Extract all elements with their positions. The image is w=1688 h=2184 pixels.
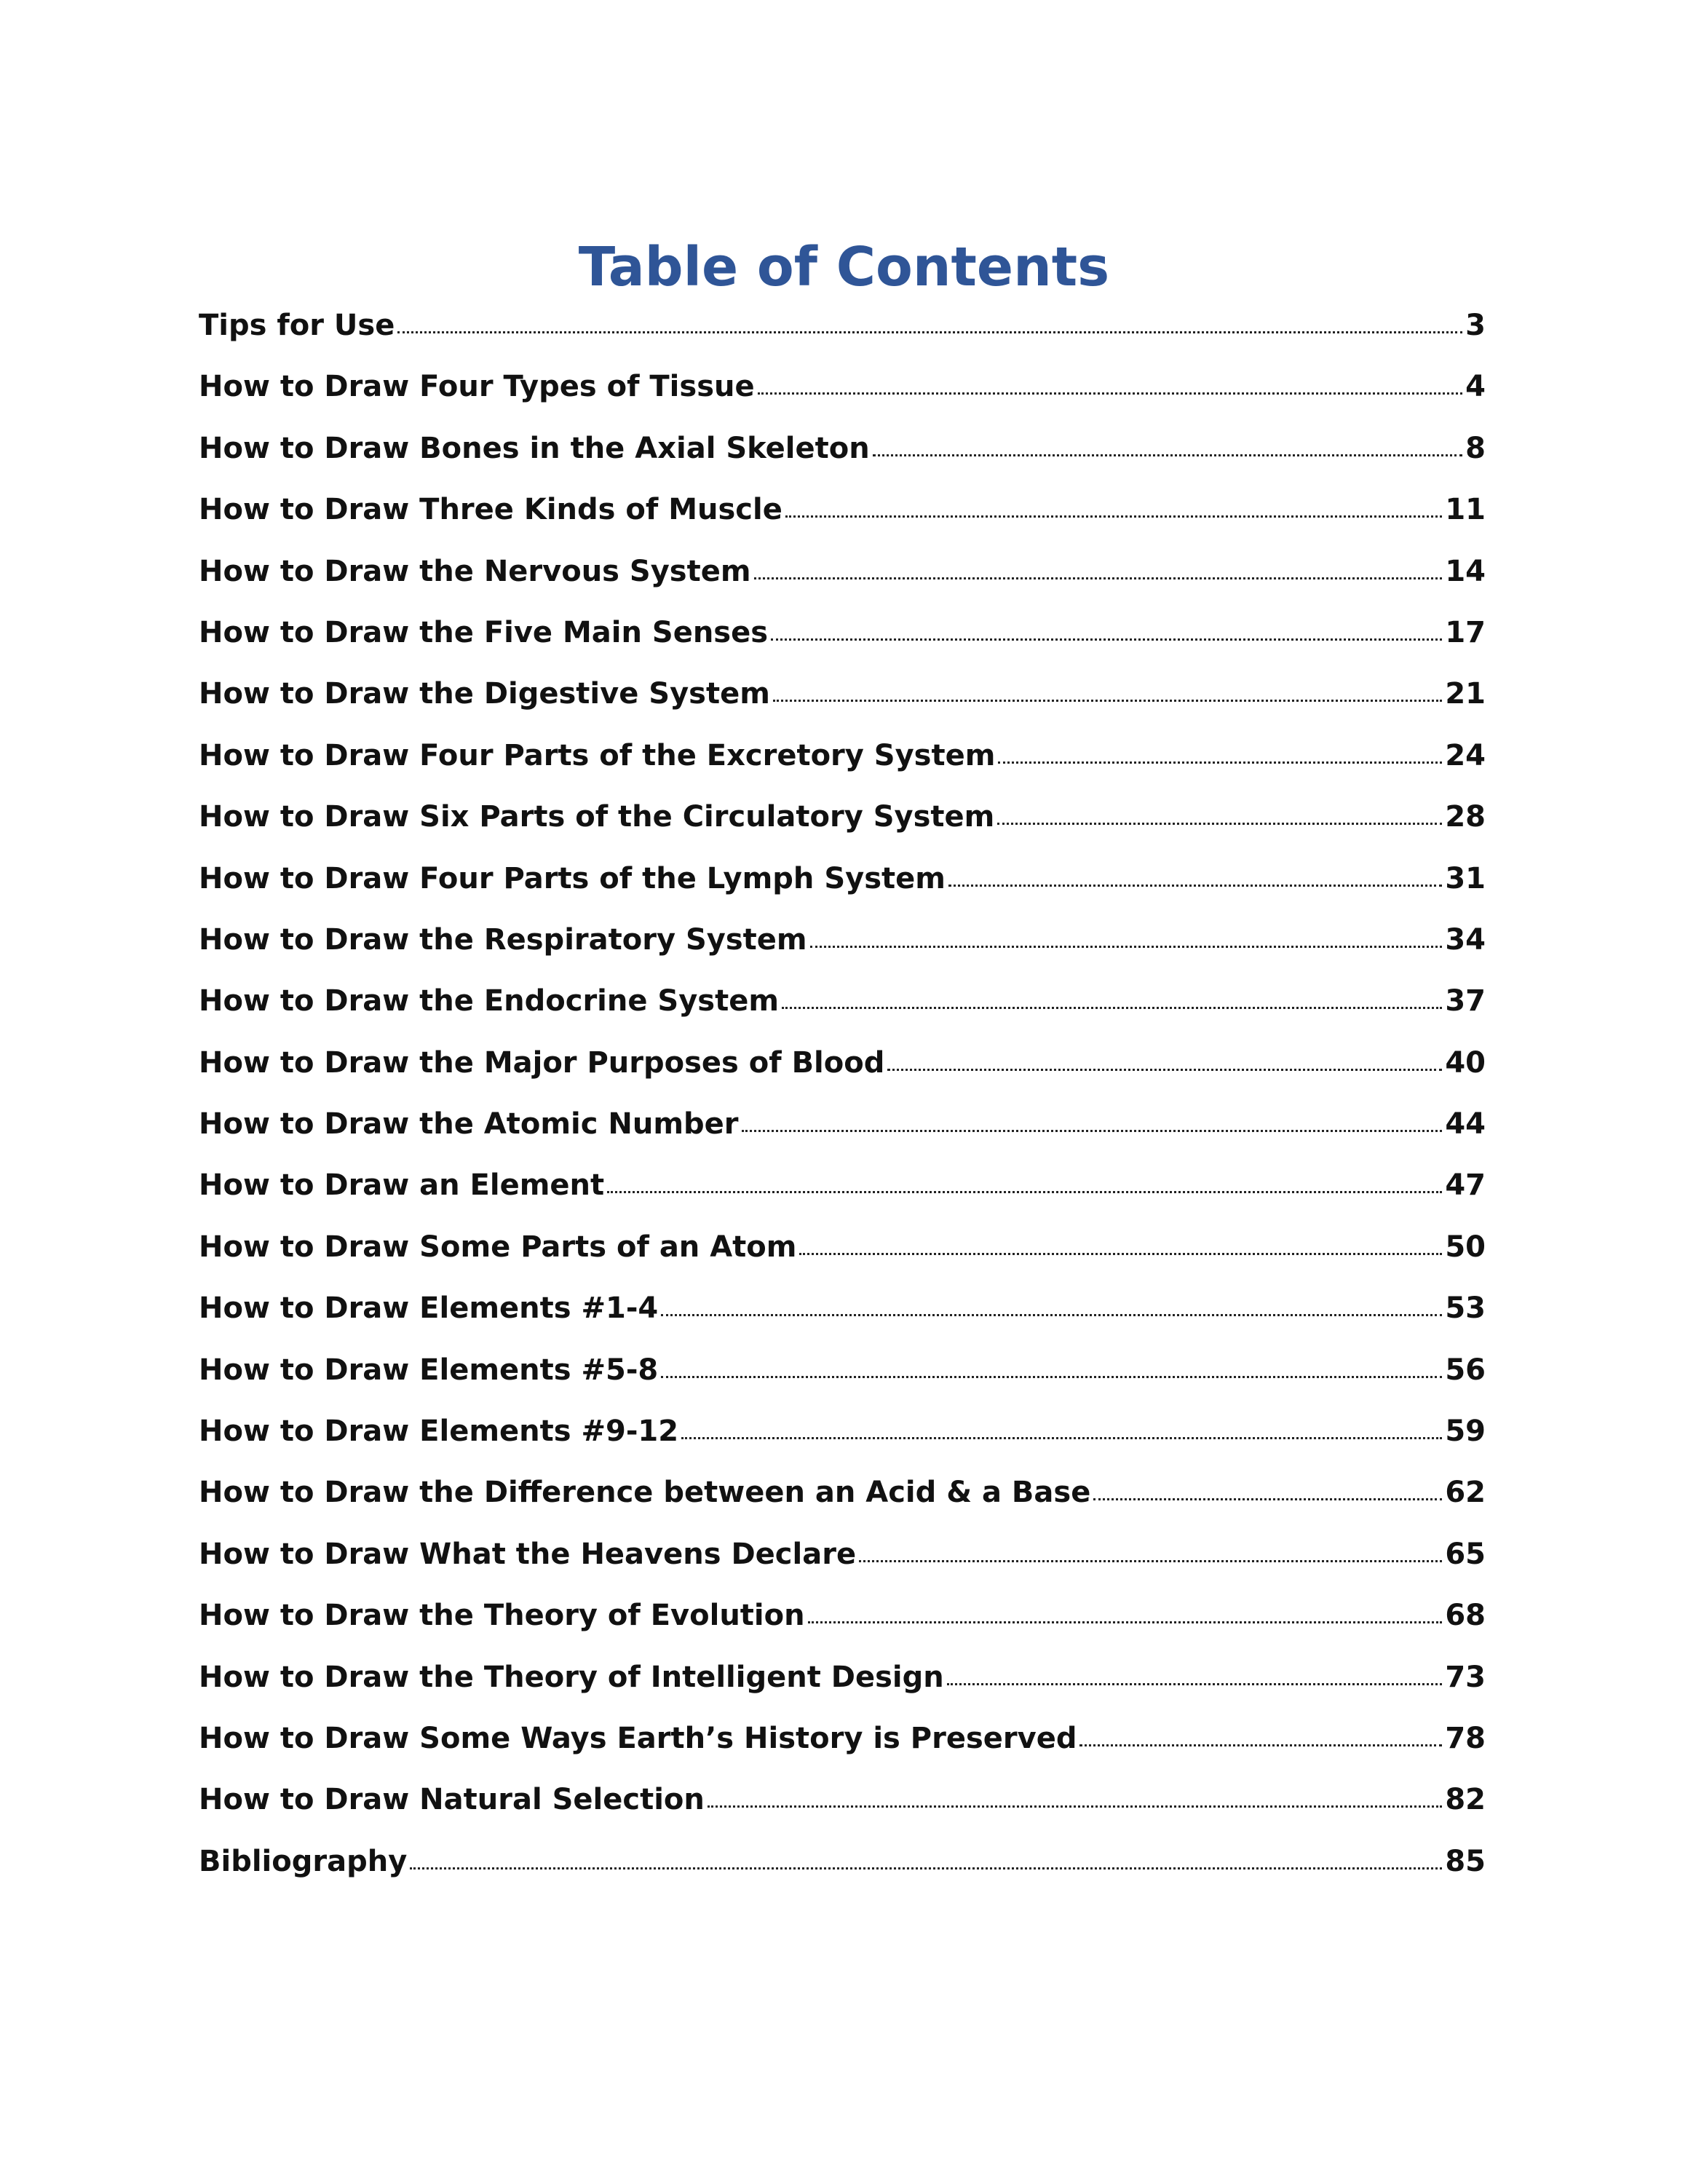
toc-entry-nervous-system[interactable]: [199, 555, 1486, 616]
toc-entry-label: How to Draw the Digestive System: [199, 677, 770, 711]
toc-entry-earths-history[interactable]: [199, 1722, 1486, 1783]
toc-entry-page-number: 37: [1445, 984, 1486, 1018]
dot-leader: [607, 1191, 1442, 1193]
toc-entry-page-number: 21: [1445, 677, 1486, 711]
dot-leader: [948, 885, 1442, 887]
toc-entry-label: How to Draw Some Ways Earth’s History is Preserved: [199, 1721, 1077, 1755]
toc-entry-page-number: 31: [1445, 861, 1486, 895]
toc-entry-label: How to Draw What the Heavens Declare: [199, 1537, 857, 1571]
toc-entry-circulatory-system[interactable]: [199, 800, 1486, 861]
toc-entry-label: How to Draw Six Parts of the Circulatory System: [199, 800, 995, 834]
dot-leader: [997, 823, 1442, 825]
page-title: Table of Contents: [578, 236, 1110, 298]
dot-leader: [1079, 1744, 1442, 1746]
toc-entry-bibliography[interactable]: [199, 1845, 1486, 1906]
toc-entry-label: How to Draw Four Parts of the Excretory System: [199, 738, 996, 772]
dot-leader: [773, 700, 1442, 702]
toc-entry-heavens-declare[interactable]: [199, 1538, 1486, 1599]
toc-entry-page-number: 8: [1465, 431, 1486, 465]
toc-entry-excretory-system[interactable]: [199, 739, 1486, 800]
toc-entry-label: How to Draw the Five Main Senses: [199, 615, 769, 649]
dot-leader: [661, 1376, 1442, 1378]
dot-leader: [810, 946, 1443, 948]
toc-entry-label: How to Draw the Difference between an Acid & a Base: [199, 1476, 1091, 1510]
toc-list: [199, 309, 1486, 1906]
toc-entry-page-number: 47: [1445, 1168, 1486, 1203]
toc-entry-axial-skeleton[interactable]: [199, 432, 1486, 493]
toc-entry-elements-9-12[interactable]: [199, 1415, 1486, 1476]
toc-entry-page-number: 28: [1445, 800, 1486, 834]
toc-entry-elements-1-4[interactable]: [199, 1291, 1486, 1353]
dot-leader: [397, 331, 1462, 333]
toc-entry-label: How to Draw Natural Selection: [199, 1783, 705, 1817]
toc-entry-lymph-system[interactable]: [199, 862, 1486, 923]
toc-entry-label: Bibliography: [199, 1844, 408, 1878]
toc-entry-label: How to Draw the Endocrine System: [199, 984, 780, 1018]
toc-entry-label: How to Draw Elements #5-8: [199, 1353, 659, 1387]
toc-entry-page-number: 11: [1445, 493, 1486, 527]
toc-entry-page-number: 44: [1445, 1107, 1486, 1142]
dot-leader: [799, 1253, 1442, 1255]
toc-entry-label: How to Draw the Major Purposes of Blood: [199, 1045, 885, 1080]
toc-entry-page-number: 4: [1465, 370, 1486, 404]
dot-leader: [1093, 1498, 1442, 1500]
toc-entry-label: How to Draw the Respiratory System: [199, 922, 807, 957]
toc-entry-respiratory-system[interactable]: [199, 923, 1486, 984]
toc-entry-page-number: 24: [1445, 738, 1486, 772]
toc-entry-page-number: 59: [1445, 1415, 1486, 1449]
dot-leader: [708, 1805, 1442, 1808]
toc-entry-atomic-number[interactable]: [199, 1107, 1486, 1168]
toc-entry-label: How to Draw Four Parts of the Lymph System: [199, 861, 946, 895]
dot-leader: [808, 1621, 1443, 1623]
toc-entry-parts-of-an-atom[interactable]: [199, 1230, 1486, 1291]
dot-leader: [754, 577, 1443, 579]
toc-entry-page-number: 85: [1445, 1844, 1486, 1878]
dot-leader: [758, 392, 1463, 395]
toc-entry-tips-for-use[interactable]: [199, 309, 1486, 370]
toc-entry-page-number: 65: [1445, 1537, 1486, 1571]
toc-entry-page-number: 3: [1465, 309, 1486, 342]
toc-entry-three-kinds-of-muscle[interactable]: [199, 493, 1486, 554]
toc-entry-natural-selection[interactable]: [199, 1783, 1486, 1844]
toc-entry-label: How to Draw the Atomic Number: [199, 1107, 739, 1142]
toc-entry-label: How to Draw Bones in the Axial Skeleton: [199, 431, 870, 465]
toc-entry-label: How to Draw Some Parts of an Atom: [199, 1230, 797, 1264]
dot-leader: [661, 1314, 1442, 1316]
toc-entry-label: Tips for Use: [199, 309, 395, 342]
dot-leader: [873, 454, 1462, 456]
toc-entry-elements-5-8[interactable]: [199, 1353, 1486, 1415]
toc-entry-label: How to Draw the Nervous System: [199, 554, 751, 588]
toc-entry-page-number: 50: [1445, 1230, 1486, 1264]
toc-entry-label: How to Draw an Element: [199, 1168, 605, 1203]
toc-entry-page-number: 62: [1445, 1476, 1486, 1510]
toc-entry-page-number: 34: [1445, 922, 1486, 957]
dot-leader: [410, 1867, 1442, 1870]
toc-entry-label: How to Draw Four Types of Tissue: [199, 370, 755, 404]
dot-leader: [785, 515, 1442, 518]
dot-leader: [742, 1130, 1443, 1132]
toc-entry-purposes-of-blood[interactable]: [199, 1046, 1486, 1107]
toc-entry-intelligent-design[interactable]: [199, 1661, 1486, 1722]
toc-entry-acid-and-base[interactable]: [199, 1476, 1486, 1537]
toc-entry-digestive-system[interactable]: [199, 677, 1486, 738]
toc-entry-endocrine-system[interactable]: [199, 984, 1486, 1045]
dot-leader: [887, 1069, 1442, 1071]
toc-entry-page-number: 73: [1445, 1660, 1486, 1694]
toc-entry-page-number: 14: [1445, 554, 1486, 588]
dot-leader: [998, 761, 1442, 764]
toc-entry-theory-of-evolution[interactable]: [199, 1599, 1486, 1660]
toc-entry-label: How to Draw the Theory of Intelligent Design: [199, 1660, 944, 1694]
dot-leader: [681, 1437, 1442, 1439]
toc-entry-four-types-of-tissue[interactable]: [199, 370, 1486, 431]
dot-leader: [782, 1007, 1442, 1009]
dot-leader: [947, 1683, 1443, 1685]
toc-entry-page-number: 40: [1445, 1045, 1486, 1080]
toc-entry-page-number: 82: [1445, 1783, 1486, 1817]
toc-entry-page-number: 56: [1445, 1353, 1486, 1387]
toc-entry-label: How to Draw Elements #1-4: [199, 1291, 659, 1326]
toc-entry-five-main-senses[interactable]: [199, 616, 1486, 677]
dot-leader: [771, 638, 1442, 641]
toc-entry-page-number: 17: [1445, 615, 1486, 649]
toc-entry-label: How to Draw Elements #9-12: [199, 1415, 679, 1449]
toc-entry-label: How to Draw the Theory of Evolution: [199, 1599, 805, 1633]
toc-entry-page-number: 53: [1445, 1291, 1486, 1326]
toc-entry-an-element[interactable]: [199, 1168, 1486, 1230]
toc-entry-page-number: 78: [1445, 1721, 1486, 1755]
toc-entry-page-number: 68: [1445, 1599, 1486, 1633]
dot-leader: [859, 1560, 1442, 1562]
toc-entry-label: How to Draw Three Kinds of Muscle: [199, 493, 782, 527]
